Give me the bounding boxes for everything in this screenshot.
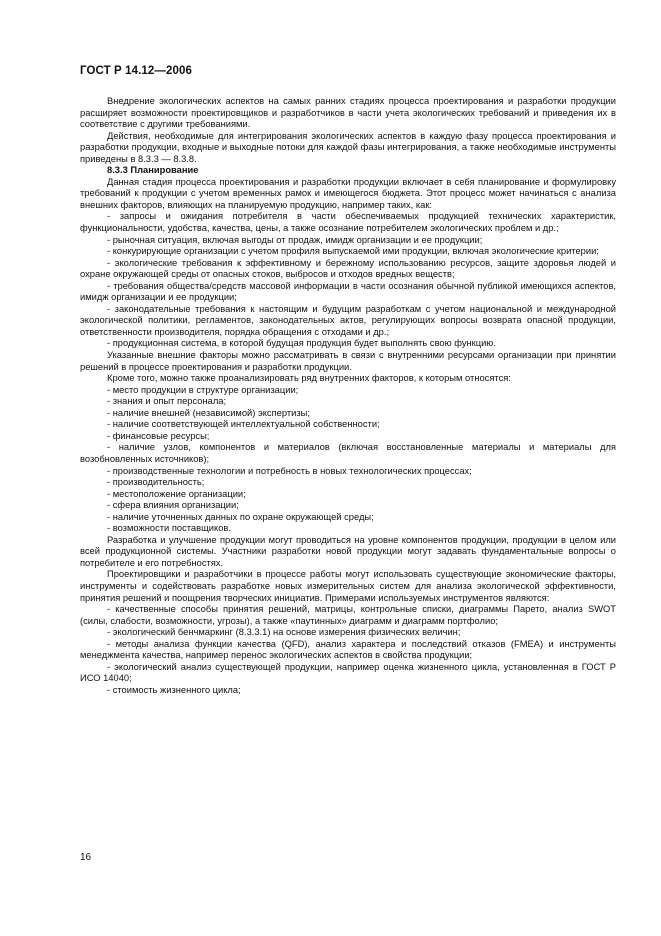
page-number: 16 — [80, 852, 92, 863]
paragraph: Кроме того, можно также проанализировать ряд внутренних факторов, к которым относятся: — [107, 373, 511, 384]
paragraph: Указанные внешние факторы можно рассматривать в связи с внутренними ресурсами организации при принятии решений в процессе проектирования и разработки продукции. — [80, 350, 616, 372]
list-item: - место продукции в структуре организации; — [107, 384, 299, 395]
list-item: - знания и опыт персонала; — [107, 396, 227, 407]
paragraph: Проектировщики и разработчики в процессе работы могут использовать существующие экономические факторы, инструменты и содействовать разработке новых измерительных систем для анализа экологической эффективности, принятия решений и поощрения творческих инициатив. Примерами используемых инструментов являются: — [80, 569, 616, 603]
list-item: - наличие уточненных данных по охране окружающей среды; — [107, 511, 374, 522]
list-item: - законодательные требования к настоящим и будущим разработкам с учетом национальной и международной экологической политики, регламентов, законодательных актов, регулирующих вопросы возврата опасной продукции, ответственности производителя, порядка обращения с отходами и др.; — [80, 303, 616, 337]
list-item: - наличие внешней (независимой) экспертизы; — [107, 407, 310, 418]
list-item: - стоимость жизненного цикла; — [107, 684, 241, 695]
list-item: - экологический анализ существующей продукции, например оценка жизненного цикла, установленная в ГОСТ Р ИСО 14040; — [80, 661, 616, 684]
list-item: - производственные технологии и потребность в новых технологических процессах; — [107, 465, 472, 476]
body-text — [80, 96, 616, 696]
list-item: - методы анализа функции качества (QFD), анализ характера и последствий отказов (FMEA) и инструменты менеджмента качества, например перенос экологических аспектов в свойства продукции; — [80, 638, 616, 661]
list-item: - конкурирующие организации с учетом профиля выпускаемой ими продукции, включая экологические критерии; — [107, 246, 599, 257]
paragraph: Внедрение экологических аспектов на самых ранних стадиях процесса проектирования и разработки продукции расширяет возможности проектировщиков и разработчиков в части учета экологических требований и приведения их в соответствие с другими требованиями. — [80, 96, 616, 130]
list-item: - продукционная система, в которой будущая продукция будет выполнять свою функцию. — [107, 338, 496, 349]
list-item: - сфера влияния организации; — [107, 500, 239, 511]
list-item: - возможности поставщиков. — [107, 523, 231, 534]
paragraph: Данная стадия процесса проектирования и разработки продукции включает в себя планирование и формулировку требований к продукции с учетом временных рамок и имеющегося бюджета. Этот процесс может начинаться с анализа внешних факторов, влияющих на планируемую продукцию, например таких, как: — [80, 176, 616, 210]
list-item: - наличие соответствующей интеллектуальной собственности; — [107, 419, 380, 430]
list-item: - требования общества/средств массовой информации в части осознания обычной публикой имеющихся аспектов, имидж организации и ее продукции; — [80, 280, 616, 303]
list-item: - экологические требования к эффективному и бережному использованию ресурсов, защите здоровья людей и охране окружающей среды от опасных стоков, выбросов и отходов вредных веществ; — [80, 257, 616, 280]
list-item: - производительность; — [107, 477, 205, 488]
section-heading: 8.3.3 Планирование — [107, 165, 199, 176]
list-item: - наличие узлов, компонентов и материалов (включая восстановленные материалы и материалы для возобновленных источников); — [80, 442, 616, 464]
list-item: - финансовые ресурсы; — [107, 430, 210, 441]
document-header: ГОСТ Р 14.12—2006 — [80, 65, 192, 77]
list-item: - экологический бенчмаркинг (8.3.3.1) на основе измерения физических величин; — [107, 627, 461, 638]
list-item: - качественные способы принятия решений, матрицы, контрольные списки, диаграммы Парето, анализ SWOT (силы, слабости, возможности, угрозы), а также «паутинных» диаграмм и диаграмм портфолио; — [80, 604, 616, 626]
paragraph: Действия, необходимые для интегрирования экологических аспектов в каждую фазу процесса проектирования и разработки продукции, входные и выходные потоки для каждой фазы интегрирования, а также необходимые инструменты приведены в 8.3.3 — 8.3.8. — [80, 130, 616, 164]
list-item: - рыночная ситуация, включая выгоды от продаж, имидж организации и ее продукции; — [107, 234, 483, 245]
paragraph: Разработка и улучшение продукции могут проводиться на уровне компонентов продукции, продукции в целом или всей продукционной системы. Участники разработки новой продукции могут задавать фундаментальные вопросы о потребителе и его потребностях. — [80, 534, 616, 568]
list-item: - запросы и ожидания потребителя в части обеспечиваемых продукцией технических характеристик, функциональности, удобства, качества, цены, а также осознание потребителем экологических проблем и др.; — [80, 211, 616, 234]
list-item: - местоположение организации; — [107, 488, 246, 499]
